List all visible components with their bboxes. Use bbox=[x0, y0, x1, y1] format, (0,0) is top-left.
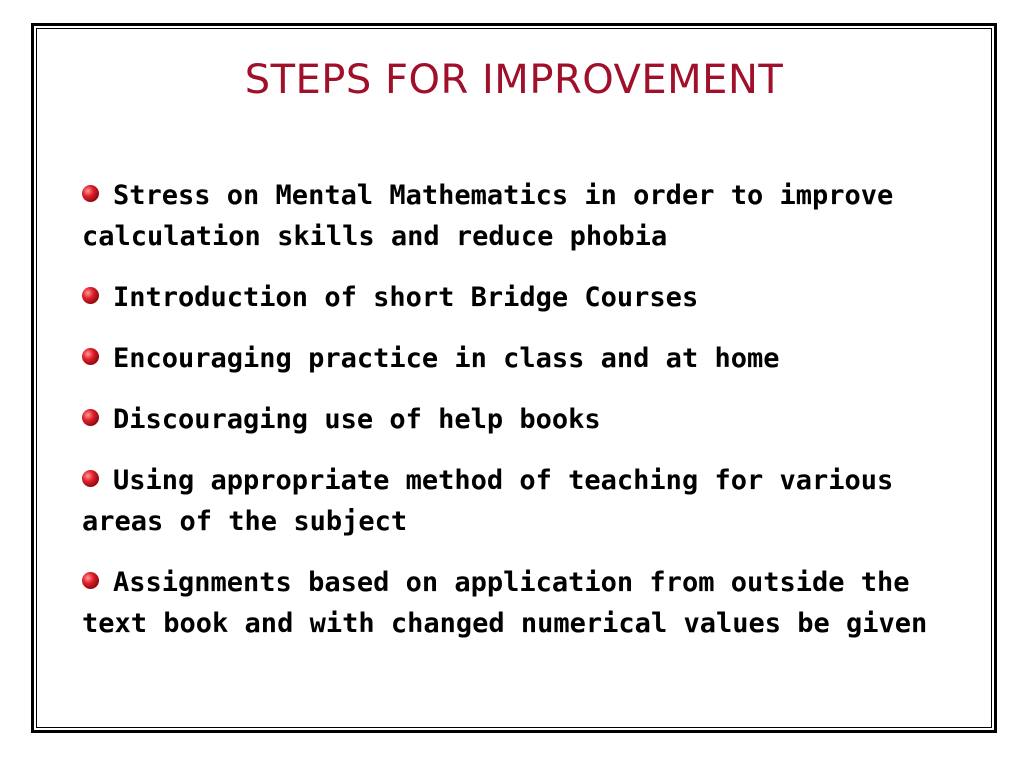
slide-frame bbox=[31, 23, 997, 733]
slide-inner-border bbox=[36, 28, 992, 728]
bullet-text: Using appropriate method of teaching for various areas of the subject bbox=[82, 465, 894, 537]
bullet-item bbox=[82, 460, 982, 542]
bullet-item bbox=[82, 338, 982, 379]
red-ball-bullet-icon bbox=[82, 348, 99, 365]
slide-title: STEPS FOR IMPROVEMENT bbox=[244, 57, 784, 103]
bullet-item bbox=[82, 277, 982, 318]
bullet-item bbox=[82, 399, 982, 440]
red-ball-bullet-icon bbox=[82, 470, 99, 487]
red-ball-bullet-icon bbox=[82, 409, 99, 426]
red-ball-bullet-icon bbox=[82, 572, 99, 589]
red-ball-bullet-icon bbox=[82, 185, 99, 202]
red-ball-bullet-icon bbox=[82, 287, 99, 304]
bullet-item bbox=[82, 562, 982, 644]
bullet-text: Stress on Mental Mathematics in order to improve calculation skills and reduce phobia bbox=[82, 180, 894, 252]
bullet-list bbox=[82, 175, 982, 664]
bullet-text: Introduction of short Bridge Courses bbox=[113, 282, 699, 313]
bullet-text: Discouraging use of help books bbox=[113, 404, 601, 435]
bullet-text: Assignments based on application from outside the text book and with changed numerical values be given bbox=[82, 567, 928, 639]
bullet-item bbox=[82, 175, 982, 257]
bullet-text: Encouraging practice in class and at home bbox=[113, 343, 780, 374]
